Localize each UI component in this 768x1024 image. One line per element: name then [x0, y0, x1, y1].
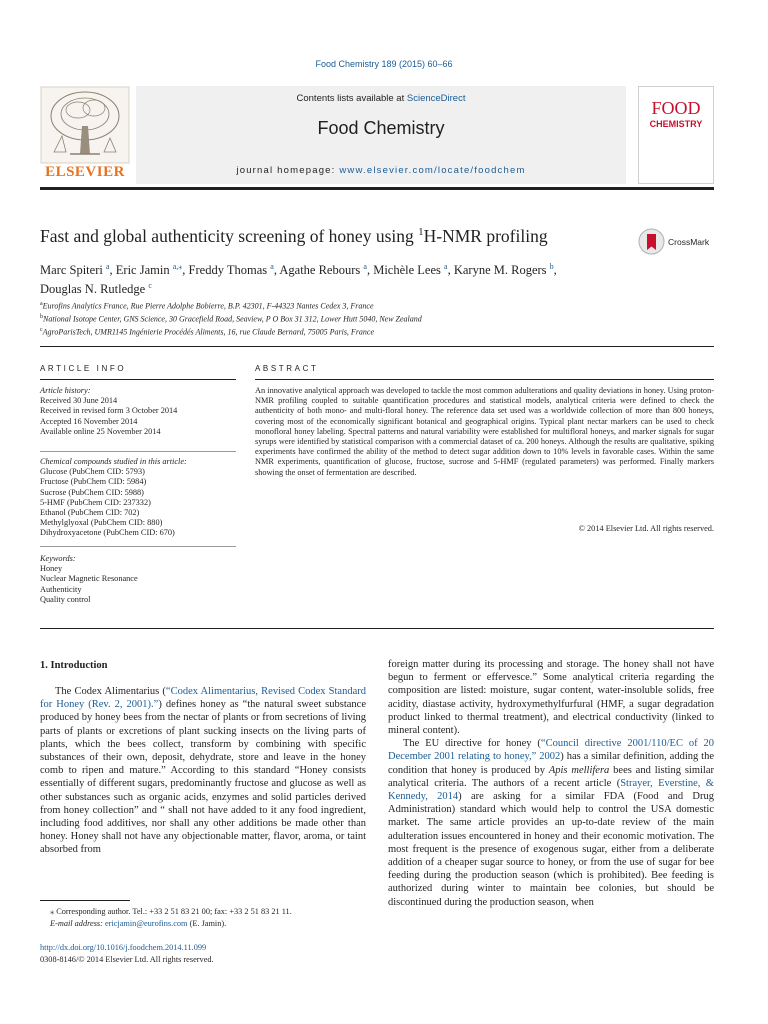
footnote-rule: [40, 900, 130, 901]
body-column-left: [40, 685, 366, 857]
paragraph: foreign matter during its processing and storage. The honey shall not have begun to ferment or effervesce.” Some analytical criteria regarding the composition are listed: moisture, sugar content, water-insoluble solids, free acidity, diastase activity, hydroxymethylfurfural (HMF, a sugar degradation product linked to thermal treatment), and electrical conductivity (linked to mineral content).: [388, 659, 714, 737]
journal-name: Food Chemistry: [317, 118, 445, 138]
article-title-part: Fast and global authenticity screening of honey using: [40, 226, 419, 246]
keyword-item: Nuclear Magnetic Resonance: [40, 574, 138, 584]
affiliation-item: $^a$Eurofins Analytics France, Rue Pierre Adolphe Bobierre, B.P. 42301, F-44323 Nantes Cedex 3, France: [40, 301, 374, 311]
body-column-right: [388, 658, 714, 909]
reference-link[interactable]: “Council directive 2001/110/EC of 20 December 2001 relating to honey,” 2002: [388, 738, 714, 763]
affiliation-item: $^b$National Isotope Center, GNS Science, 30 Gracefield Road, Seaview, P O Box 31 312, Lower Hutt 5040, New Zealand: [40, 314, 422, 324]
compound-item: Sucrose (PubChem CID: 5988): [40, 487, 144, 497]
abstract-bottom-divider: [40, 628, 714, 629]
abstract-heading: ABSTRACT: [255, 364, 319, 373]
author[interactable]: Agathe Rebours $^a$: [279, 262, 367, 278]
email-link[interactable]: ericjamin@eurofins.com: [105, 918, 188, 928]
contents-line: [136, 93, 626, 104]
author[interactable]: Karyne M. Rogers $^b$: [453, 262, 554, 278]
author-list: Marc Spiteri $^a$, Eric Jamin $^{a,⁎}$, Freddy Thomas $^a$, Agathe Rebours $^a$, Michèle Lees $^a$, Karyne M. Rogers $^b$, Douglas N. Rutledge $^c$: [40, 262, 557, 297]
info-divider: [40, 451, 236, 452]
keyword-item: Quality control: [40, 594, 91, 604]
title-row: [40, 226, 714, 256]
affiliations: [40, 299, 640, 338]
article-info-rule: [40, 379, 236, 380]
contents-prefix: Contents lists available at: [296, 93, 407, 104]
reference-link[interactable]: “Codex Alimentarius, Revised Codex Standard for Honey (Rev. 2, 2001).”: [40, 686, 367, 711]
abstract-text: An innovative analytical approach was developed to tackle the most common adulterations and quality deviations in honey. Using proton-NMR profiling coupled to suitable quantification procedures and statistical models, analytical criteria were defined to check the authenticity of both mono- and multi-floral honey. The reference data set used was a worldwide collection of more than 800 honeys, covering most of the economically significant botanical and geographical origins. Typical plant nectar markers can be used to check monofloral honey labeling. Spectral patterns and natural variability were established for multifloral honeys, and marker signals for sugar syrups were identified by statistical comparison with a commercial dataset of ca. 200 honeys. Although the results are qualitative, spiking experiments have confirmed the ability of the method to detect sugar addition down to 10% levels in favorable cases. Within the same NMR experiments, quantification of glucose, fructose, sucrose and 5-HMF (regulated parameters) was performed. Finally markers showing the onset of fermentation are described.: [255, 386, 714, 477]
cover-title-chemistry: CHEMISTRY: [649, 119, 703, 129]
compounds-label: Chemical compounds studied in this article:: [40, 457, 187, 466]
author[interactable]: Freddy Thomas $^a$: [188, 262, 274, 278]
journal-cover-thumbnail[interactable]: [638, 86, 714, 184]
author[interactable]: Douglas N. Rutledge $^c$: [40, 281, 152, 297]
doi-link[interactable]: http://dx.doi.org/10.1016/j.foodchem.2014.11.099: [40, 943, 207, 952]
issn-line: 0308-8146/© 2014 Elsevier Ltd. All rights reserved.: [40, 954, 214, 964]
author[interactable]: Eric Jamin $^{a,⁎}$: [115, 262, 183, 278]
article-title: [40, 226, 548, 247]
section-heading-introduction: 1. Introduction: [40, 660, 108, 671]
compound-item: Methylglyoxal (PubChem CID: 880): [40, 518, 163, 528]
corresponding-author-note: ⁎ Corresponding author. Tel.: +33 2 51 83 21 00; fax: +33 2 51 83 21 11.: [50, 907, 292, 916]
crossmark-label: CrossMark: [668, 237, 710, 247]
compound-item: Ethanol (PubChem CID: 702): [40, 508, 140, 518]
history-item: Accepted 16 November 2014: [40, 416, 138, 426]
keywords-label: Keywords:: [40, 554, 76, 563]
affiliation-divider: [40, 346, 714, 347]
article-title-part: H-NMR profiling: [423, 226, 548, 246]
keywords: [40, 554, 236, 605]
doi-block: [40, 942, 366, 965]
crossmark-icon: [638, 228, 665, 255]
publisher-wordmark: ELSEVIER: [45, 164, 125, 180]
compound-item: Dihydroxyacetone (PubChem CID: 670): [40, 528, 175, 538]
author[interactable]: Michèle Lees $^a$: [373, 262, 448, 278]
sciencedirect-link[interactable]: ScienceDirect: [406, 93, 466, 104]
abstract-rule: [255, 379, 714, 380]
keyword-item: Authenticity: [40, 584, 82, 594]
homepage-link[interactable]: www.elsevier.com/locate/foodchem: [339, 165, 526, 176]
history-item: Available online 25 November 2014: [40, 426, 161, 436]
header-divider: [40, 187, 714, 190]
abstract-copyright: © 2014 Elsevier Ltd. All rights reserved.: [578, 524, 714, 533]
compound-item: Glucose (PubChem CID: 5793): [40, 467, 145, 477]
journal-header: [40, 86, 714, 190]
email-note: E-mail address: ericjamin@eurofins.com (E. Jamin).: [50, 918, 227, 928]
history-item: Received 30 June 2014: [40, 396, 118, 406]
journal-homepage: [136, 165, 626, 176]
reference-link[interactable]: Strayer, Everstine, & Kennedy, 2014: [388, 777, 714, 803]
article-history: [40, 386, 236, 437]
article-info-heading: ARTICLE INFO: [40, 364, 127, 373]
history-item: Received in revised form 3 October 2014: [40, 406, 178, 416]
journal-banner: [136, 86, 626, 184]
compound-item: 5-HMF (PubChem CID: 237332): [40, 497, 151, 507]
homepage-prefix: journal homepage:: [236, 165, 340, 176]
keyword-item: Honey: [40, 564, 63, 574]
compound-item: Fructose (PubChem CID: 5984): [40, 477, 147, 487]
affiliation-item: $^c$AgroParisTech, UMR1145 Ingénierie Procédés Aliments, 16, rue Claude Bernard, 75005 Paris, France: [40, 327, 375, 337]
elsevier-tree-icon: [40, 86, 130, 164]
footnote: [40, 906, 366, 929]
chemical-compounds: [40, 457, 236, 539]
author[interactable]: Marc Spiteri $^a$: [40, 262, 110, 278]
paragraph: The EU directive for honey (“Council directive 2001/110/EC of 20 December 2001 relating to honey,” 2002) has a similar definition, adding the condition that honey is produced by Apis mellifera bees and listing similar analytical criteria. The authors of a recent article (Strayer, Everstine, & Kennedy, 2014) are asking for a similar FDA (Food and Drug Administration) standard which would help to control the USA domestic market. The same article provides an up-to-date review of the main adulteration issues encountered in honey and their economic motivation. The most frequent is the presence of exogenous sugar, either from a deliberate addition of a cheaper sugar source to honey, or from the use of sugar for bee feeding during the production season (which is prohibited). Bee feeding is authorized during winter to maintain bee colonies, but should be discontinued during the production season, when: [388, 738, 715, 908]
paragraph: The Codex Alimentarius (“Codex Alimentarius, Revised Codex Standard for Honey (Rev. 2, 2001).”) defines honey as “the natural sweet substance produced by honey bees from the nectar of plants or from secretions of living parts of plants or excretions of plant sucking insects on the living parts of plants, which the bees collect, transform by combining with specific substances of their own, deposit, dehydrate, store and leave in the honey comb to ripen and mature.” According to this standard “Honey consists essentially of different sugars, predominantly fructose and glucose as well as other substances such as organic acids, enzymes and solid particles derived from honey collection” and “ shall not have added to it any food ingredient, including food additives, nor shall any other additions be made other than honey. Honey shall not have any objectionable matter, flavor, aroma, or taint absorbed from: [40, 686, 367, 856]
cover-title-food: FOOD: [651, 98, 701, 118]
article-title-superscript: 1: [418, 226, 424, 239]
journal-reference[interactable]: Food Chemistry 189 (2015) 60–66: [315, 59, 453, 69]
info-divider: [40, 546, 236, 547]
crossmark-button[interactable]: [638, 228, 758, 256]
article-history-label: Article history:: [40, 386, 91, 395]
